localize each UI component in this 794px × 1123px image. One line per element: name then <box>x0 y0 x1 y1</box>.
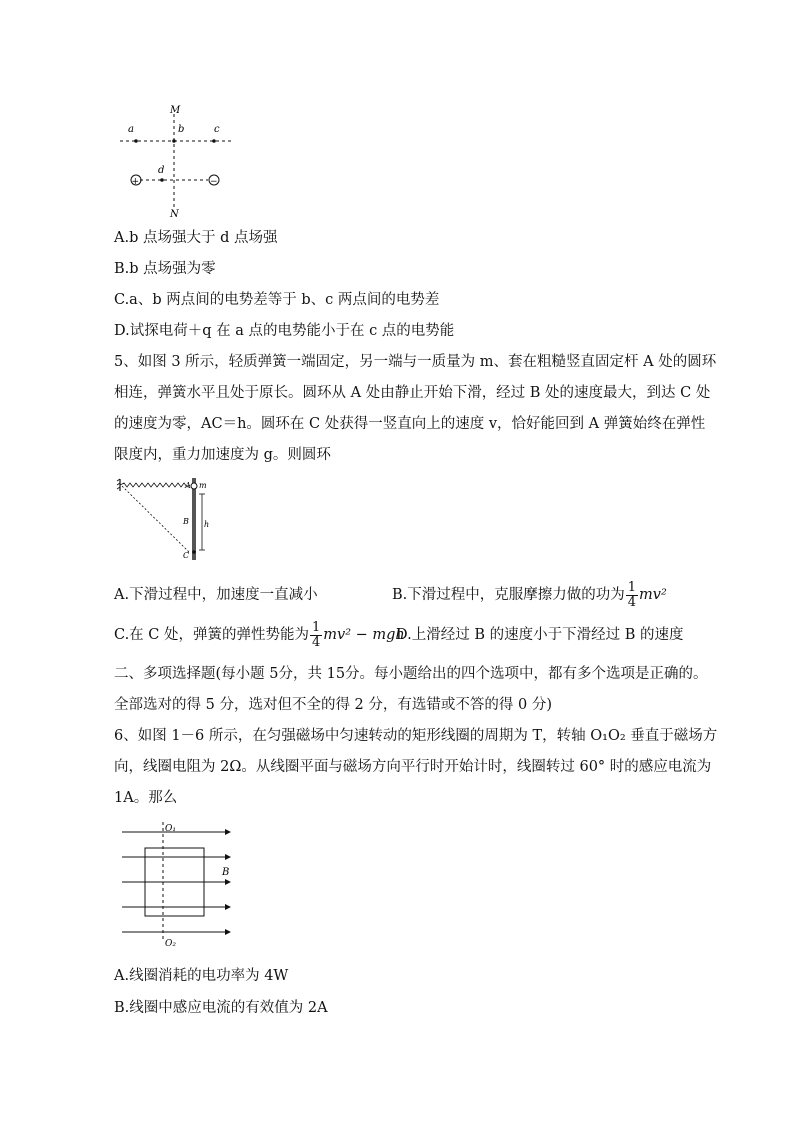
label-M: M <box>170 105 181 116</box>
label-b: b <box>178 124 185 135</box>
q5-option-b <box>392 576 667 614</box>
label-O1: O₁ <box>165 824 176 834</box>
q6-option-b: B.线圈中感应电流的有效值为 2A <box>114 1000 328 1016</box>
q5-stem-line-1: 5、如图 3 所示，轻质弹簧一端固定，另一端与一质量为 m、套在粗糙竖直固定杆 A 处的圆环 <box>114 354 717 370</box>
ring <box>191 483 197 489</box>
q6-stem-line-1: 6、如图 1－6 所示，在匀强磁场中匀速转动的矩形线圈的周期为 T，转轴 O₁O₂ 垂直于磁场方 <box>114 728 718 744</box>
label-N: N <box>170 209 179 220</box>
plus-sign: + <box>131 177 140 187</box>
q6-option-a: A.线圈消耗的电功率为 4W <box>114 968 289 984</box>
label-c: c <box>214 124 220 135</box>
label-m: m <box>199 481 207 490</box>
q5-stem-line-4: 限度内，重力加速度为 g。则圆环 <box>114 447 331 463</box>
q4-option-a: A.b 点场强大于 d 点场强 <box>114 230 278 246</box>
q4-option-d: D.试探电荷＋q 在 a 点的电势能小于在 c 点的电势能 <box>114 323 455 339</box>
spring <box>120 483 190 487</box>
q5-option-c <box>114 616 405 654</box>
q5-option-a: A.下滑过程中，加速度一直减小 <box>114 587 318 603</box>
label-O2: O₂ <box>165 939 176 949</box>
minus-sign: − <box>210 177 218 187</box>
label-a: a <box>128 124 134 135</box>
fixed-rod <box>192 478 196 560</box>
q5-option-c-text: C.在 C 处，弹簧的弹性势能为 <box>114 627 309 643</box>
label-A: A <box>185 481 191 490</box>
label-B-field: B <box>222 867 230 878</box>
section-2-header-line-1: 二、多项选择题(每小题 5分，共 15分。每小题给出的四个选项中，都有多个选项是正确的。 <box>114 666 708 682</box>
section-2-header-line-2: 全部选对的得 5 分，选对但不全的得 2 分，有选错或不答的得 0 分) <box>114 697 552 713</box>
formula-mv2: mv² <box>639 587 667 603</box>
q5-option-d: D.上滑经过 B 的速度小于下滑经过 B 的速度 <box>396 627 684 643</box>
q5-option-b-text: B.下滑过程中，克服摩擦力做的功为 <box>392 587 625 603</box>
q5-stem-line-2: 相连，弹簧水平且处于原长。圆环从 A 处由静止开始下滑，经过 B 处的速度最大，到达 C 处 <box>114 385 711 401</box>
spring-ring-figure <box>116 476 216 562</box>
formula-mv2-mgh: mv² − mgh <box>323 627 405 643</box>
fraction-one-quarter: $\frac{1}{4}$ <box>312 619 321 650</box>
q6-stem-line-2: 向，线圈电阻为 2Ω。从线圈平面与磁场方向平行时开始计时，线圈转过 60° 时的感应电流为 <box>114 759 712 775</box>
q5-stem-line-3: 的速度为零，AC＝h。圆环在 C 处获得一竖直向上的速度 v，恰好能回到 A 弹簧始终在弹性 <box>114 416 706 432</box>
rotating-coil-figure <box>118 818 240 952</box>
label-C: C <box>183 551 190 560</box>
label-d: d <box>158 165 165 176</box>
label-B: B <box>183 517 189 526</box>
q4-option-b: B.b 点场强为零 <box>114 261 216 277</box>
q4-option-c: C.a、b 两点间的电势差等于 b、c 两点间的电势差 <box>114 292 440 308</box>
label-h: h <box>204 520 210 529</box>
electric-field-figure <box>118 100 242 220</box>
fraction-one-quarter: $\frac{1}{4}$ <box>627 579 637 610</box>
q6-stem-line-3: 1A。那么 <box>114 790 178 806</box>
